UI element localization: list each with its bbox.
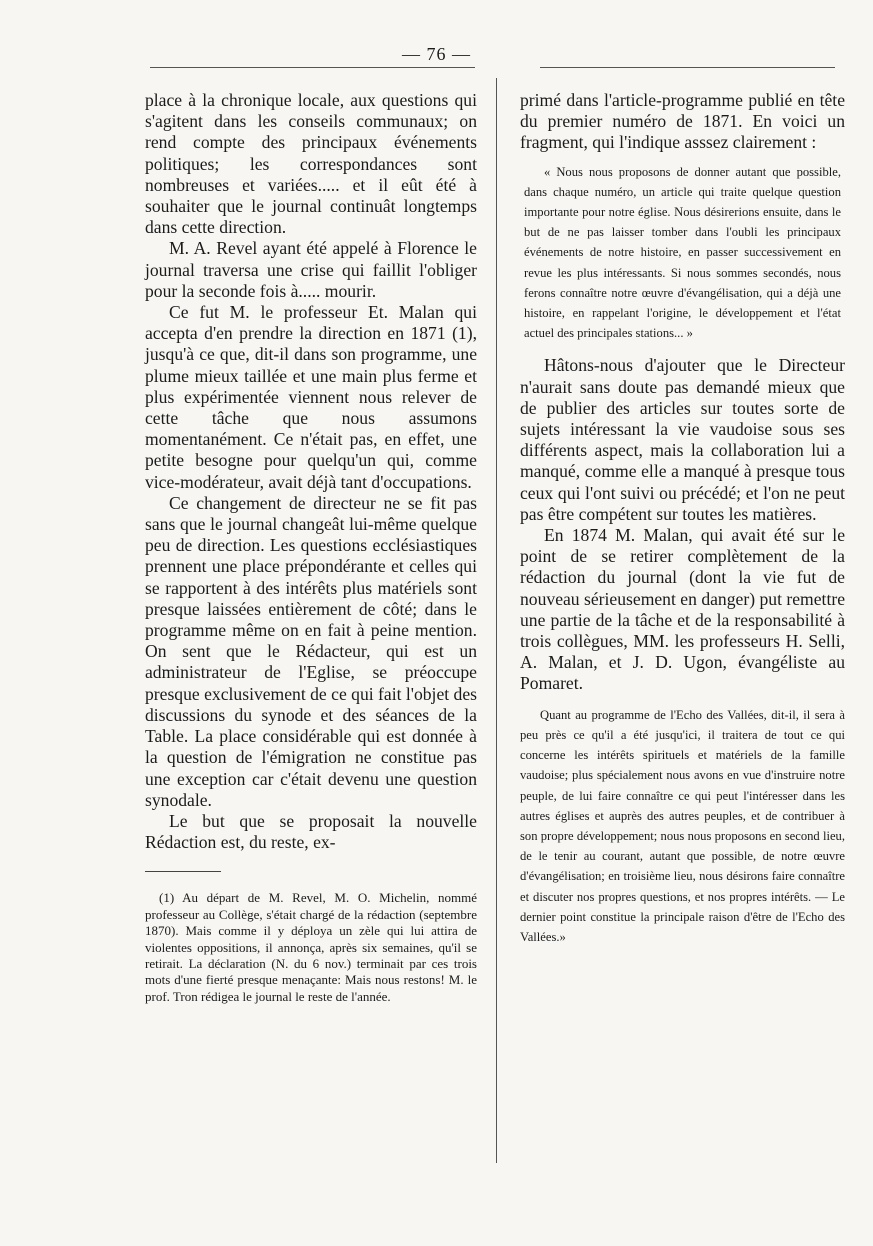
column-divider bbox=[496, 78, 497, 1163]
page-number: — 76 — bbox=[402, 44, 471, 64]
header-rule-right bbox=[540, 67, 835, 68]
paragraph: place à la chronique locale, aux questions qui s'agitent dans les conseils communaux; on rend compte des principaux événements politiques; les correspondances sont nombreuses et variées..... et il eût été à souhaiter que le journal continuât longtemps dans cette direction. bbox=[145, 90, 477, 238]
paragraph: M. A. Revel ayant été appelé à Florence le journal traversa une crise qui faillit l'obliger pour la seconde fois à..... mourir. bbox=[145, 238, 477, 301]
footnote: (1) Au départ de M. Revel, M. O. Michelin, nommé professeur au Collège, s'était chargé de la rédaction (septembre 1870). Mais comme il y déploya un zèle qui lui attira de violentes oppositions, il annonça, après six semaines, qu'il se retirait. La déclaration (N. du 6 nov.) terminait par ces trois mots d'une fierté presque menaçante: Mais nous restons! M. le prof. Tron rédigea le journal le reste de l'année. bbox=[145, 890, 477, 1004]
footnote-rule bbox=[145, 871, 221, 872]
right-column bbox=[520, 90, 845, 947]
header-rule-left bbox=[150, 67, 475, 68]
paragraph: Ce fut M. le professeur Et. Malan qui accepta d'en prendre la direction en 1871 (1), jusqu'à ce que, dit-il dans son programme, une plume mieux taillée et une main plus ferme et plus expérimentée viennent nous relever de cette tâche que nous assumons momentanément. Ce n'était pas, en effet, une petite besogne pour quelqu'un qui, comme vice-modérateur, avait déjà tant d'occupations. bbox=[145, 302, 477, 492]
quotation: « Nous nous proposons de donner autant que possible, dans chaque numéro, un article qui traite quelque question importante pour notre église. Nous désirerions ensuite, dans le but de ne pas laisser tomber dans l'oubli les principaux événements de notre histoire, en passer successivement en revue les plus intéressants. Si nous sommes secondés, nous ferons connaître notre œuvre d'évangélisation, qui a déjà une histoire, en rappelant l'origine, le développement et l'état actuel des principales stations... » bbox=[524, 164, 841, 341]
paragraph: Le but que se proposait la nouvelle Rédaction est, du reste, ex- bbox=[145, 810, 477, 853]
quotation: Quant au programme de l'Echo des Vallées, dit-il, il sera à peu près ce qu'il a été jusqu'ici, il traitera de tout ce qui concerne les intérêts spirituels et matériels de la famille vaudoise; plus spécialement nous avons en vue d'instruire notre peuple, de lui faire connaître ce qui peut l'intéresser dans les autres églises et auprès des autres peuples, et de contribuer à son propre développement; nous nous proposons en second lieu, de le tenir au courant, autant que possible, de notre œuvre d'évangélisation; en troisième lieu, nous désirons faire connaître et discuter nos propres questions, et nos propres intérêts. — Le dernier point constitue la principale raison d'être de l'Echo des Vallées.» bbox=[520, 707, 845, 944]
paragraph: Hâtons-nous d'ajouter que le Directeur n'aurait sans doute pas demandé mieux que de publier des articles sur toutes sorte de sujets intéressant la vie vaudoise sous ses différents aspect, mais la collaboration lui a manqué, comme elle a manqué à presque tous ceux qui l'ont suivi ou précédé; et l'on ne peut pas être compétent sur toutes les matières. bbox=[520, 355, 845, 524]
paragraph: Ce changement de directeur ne se fit pas sans que le journal changeât lui-même quelque peu de direction. Les questions ecclésiastiques prennent une place prépondérante et celles qui se rapportent à des intérêts plus matériels sont presque laissées entièrement de côté; dans le programme même on en fait à peine mention. On sent que le Rédacteur, qui est un administrateur de l'Eglise, se préoccupe presque exclusivement de ce qui fait l'objet des discussions du synode et des séances de la Table. La place considérable qui est donnée à la question de l'émigration ne constitue pas une exception car c'était devenu une question synodale. bbox=[145, 492, 477, 810]
left-column bbox=[145, 90, 477, 1005]
paragraph: En 1874 M. Malan, qui avait été sur le point de se retirer complètement de la rédaction du journal (dont la vie fut de nouveau sérieusement en danger) put remettre une partie de la tâche et de la responsabilité à trois collègues, MM. les professeurs H. Selli, A. Malan, et J. D. Ugon, évangéliste au Pomaret. bbox=[520, 525, 845, 694]
paragraph: primé dans l'article-programme publié en tête du premier numéro de 1871. En voici un fragment, qui l'indique asssez clairement : bbox=[520, 90, 845, 153]
